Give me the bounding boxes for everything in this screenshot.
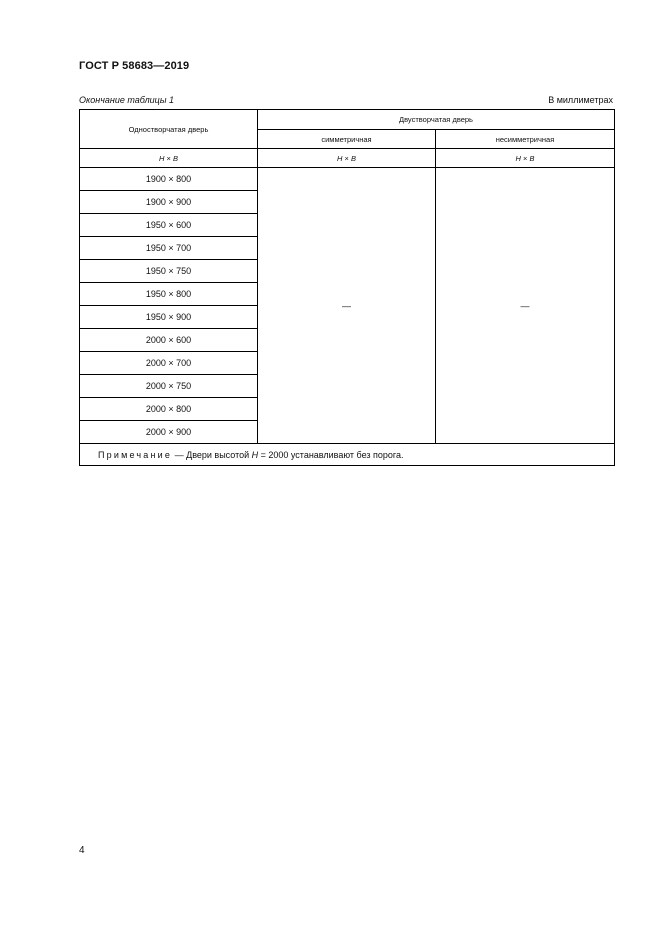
header-double-door: Двустворчатая дверь (258, 110, 615, 130)
table-row (80, 168, 615, 191)
dimension-label-single: H × B (80, 149, 258, 168)
size-cell: 2000 × 700 (80, 352, 258, 375)
dimension-label-asymmetric: H × B (436, 149, 615, 168)
size-cell: 1900 × 800 (80, 168, 258, 191)
header-asymmetric: несимметричная (436, 130, 615, 149)
table-note (80, 444, 615, 466)
symmetric-value-cell: — (258, 168, 436, 444)
size-cell: 2000 × 900 (80, 421, 258, 444)
asymmetric-value-cell: — (436, 168, 615, 444)
size-cell: 1900 × 900 (80, 191, 258, 214)
size-cell: 1950 × 750 (80, 260, 258, 283)
size-cell: 2000 × 750 (80, 375, 258, 398)
size-cell: 1950 × 800 (80, 283, 258, 306)
size-cell: 1950 × 700 (80, 237, 258, 260)
door-sizes-table (79, 109, 615, 466)
size-cell: 2000 × 800 (80, 398, 258, 421)
note-text-end: = 2000 устанавливают без порога. (258, 449, 404, 460)
document-header: ГОСТ Р 58683—2019 (79, 60, 190, 72)
note-text-start: — Двери высотой (172, 449, 252, 460)
header-single-door: Одностворчатая дверь (80, 110, 258, 149)
note-label: Примечание (98, 449, 173, 460)
units-label: В миллиметрах (548, 95, 613, 105)
table-caption: Окончание таблицы 1 (79, 95, 174, 105)
size-cell: 1950 × 600 (80, 214, 258, 237)
page-number: 4 (79, 845, 85, 856)
size-cell: 1950 × 900 (80, 306, 258, 329)
size-cell: 2000 × 600 (80, 329, 258, 352)
dimension-label-symmetric: H × B (258, 149, 436, 168)
note-variable: H (251, 449, 259, 460)
header-symmetric: симметричная (258, 130, 436, 149)
